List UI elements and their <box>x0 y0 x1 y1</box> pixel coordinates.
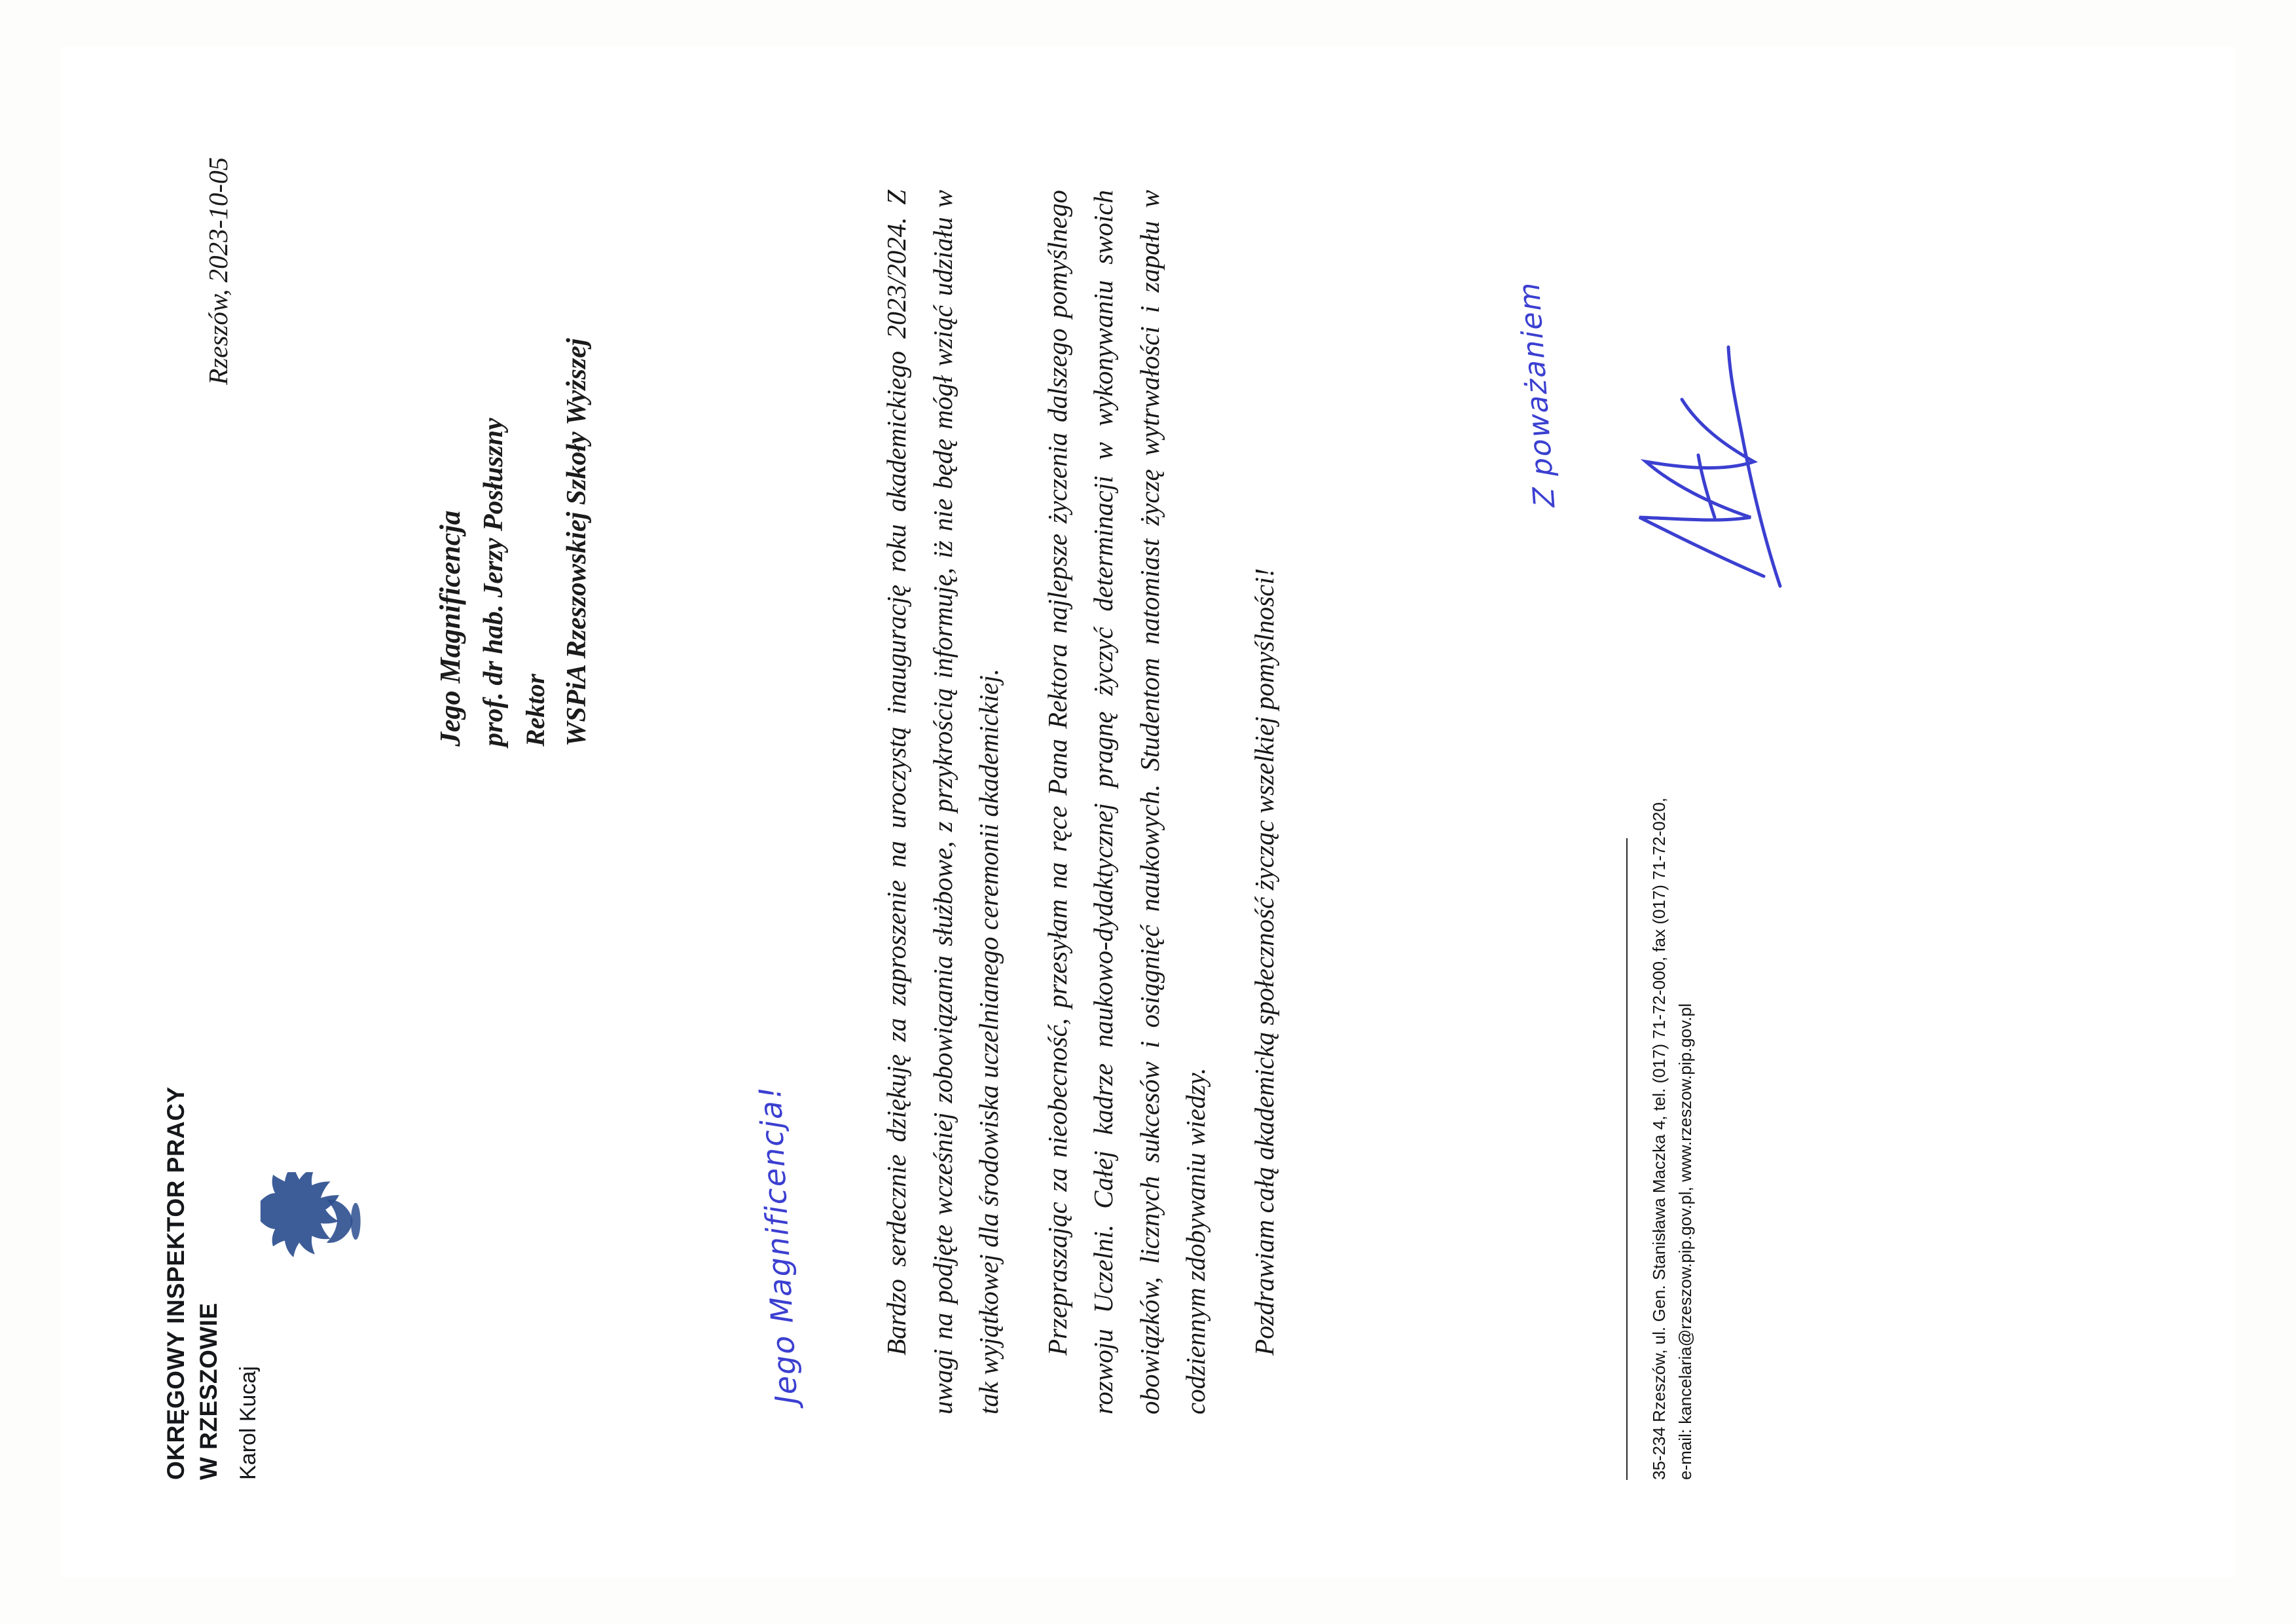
letterhead-line-2: W RZESZOWIE <box>194 1302 222 1480</box>
footer-contact <box>1646 694 1699 1480</box>
addressee-line-4: WSPiA Rzeszowskiej Szkoły Wyższej <box>561 338 592 747</box>
footer-divider <box>1626 838 1628 1480</box>
letterhead-line-1: OKRĘGOWY INSPEKTOR PRACY <box>162 1086 189 1480</box>
footer-line-2: e-mail: kancelaria@rzeszow.pip.gov.pl, www.rzeszow.pip.gov.pl <box>1675 1003 1695 1480</box>
letter-sheet <box>62 46 2235 1578</box>
handwritten-salutation: Jego Magnificencja! <box>751 1082 805 1407</box>
addressee-line-1: Jego Magnificencja <box>433 510 466 747</box>
handwritten-closing: Z poważaniem <box>1512 278 1562 511</box>
body-paragraph-1: Bardzo serdecznie dziękuję za zaproszenie na uroczystą inaugurację roku akademickiego 2023/2024. Z uwagi na podjęte wcześniej zobowiązania służbowe, z przykrością informuję, iż nie będę mógł wziąć udziału w tak wyjątkowej dla środowiska uczelnianego ceremonii akademickiej. <box>881 190 1004 1414</box>
body-paragraph-3: Pozdrawiam całą akademicką społeczność życząc wszelkiej pomyślności! <box>1248 568 1279 1356</box>
addressee-line-2: prof. dr hab. Jerzy Posłuszny <box>478 418 509 747</box>
body-paragraph-2: Przepraszając za nieobecność, przesyłam na ręce Pana Rektora najlepsze życzenia dalszego pomyślnego rozwoju Uczelni. Całej kadrze naukowo-dydaktycznej pragnę życzyć determinacji w wykonywaniu swoich obowiązków, licznych sukcesów i osiągnięć naukowych. Studentom natomiast życzę wytrwałości i zapału w codziennym zdobywaniu wiedzy. <box>1042 190 1211 1414</box>
addressee-line-3: Rektor <box>520 673 550 747</box>
handwritten-signature <box>1600 314 1790 596</box>
letter-date: Rzeszów, 2023-10-05 <box>202 157 233 385</box>
polish-eagle-emblem <box>255 1172 369 1270</box>
letter-body <box>873 190 1309 1414</box>
addressee-block <box>428 157 598 747</box>
footer-line-1: 35-234 Rzeszów, ul. Gen. Stanisława Maczka 4, tel. (017) 71-72-000, fax (017) 71-72-020, <box>1649 797 1669 1480</box>
letterhead <box>160 982 261 1480</box>
letterhead-person: Karol Kucaj <box>235 1366 261 1480</box>
